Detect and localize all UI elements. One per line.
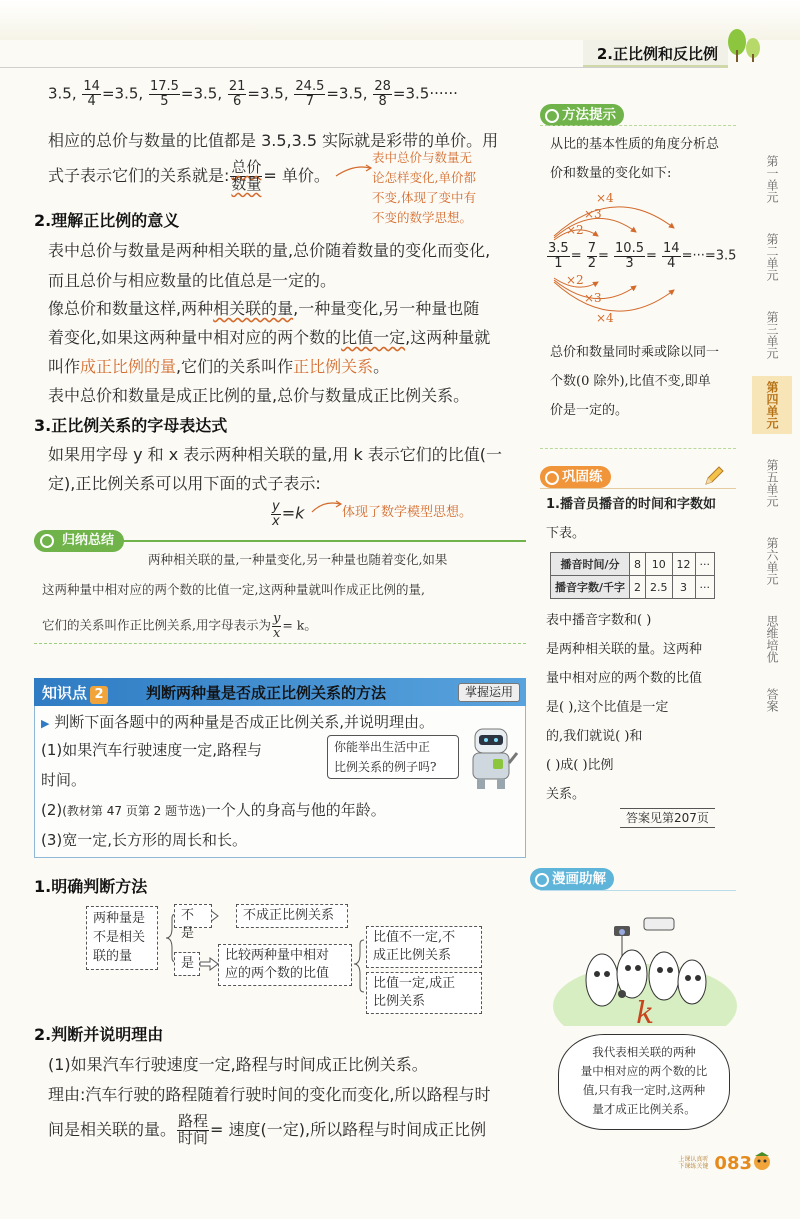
robot-icon	[463, 723, 519, 793]
header-band	[0, 0, 800, 40]
tab-unit-4[interactable]: 第四单元	[752, 376, 792, 434]
chapter-title: 2.正比例和反比例	[583, 40, 728, 68]
model-note-arrow	[310, 494, 344, 518]
footer-motto: 上课认真听 下课练关键	[678, 1156, 709, 1170]
sec2-line-2: 而且总价与相应数量的比值总是一定的。	[48, 271, 337, 290]
sec2-line-6: 表中总价和数量是成正比例的量,总价与数量成正比例关系。	[48, 386, 470, 405]
tab-thinking[interactable]: 思维培优	[765, 615, 779, 663]
comic-letter-k: k	[636, 996, 655, 1031]
tip-body-1: 总价和数量同时乘或除以同一	[550, 345, 720, 360]
practice-rule	[540, 488, 736, 489]
times-4-bottom: ×4	[596, 311, 614, 325]
model-note: 体现了数学模型思想。	[342, 505, 473, 520]
mascot-icon	[752, 1152, 772, 1174]
table-cell: 2.5	[646, 576, 673, 599]
practice-a-5: 的,我们就说( )和	[546, 729, 643, 744]
flow-no-result: 不成正比例关系	[236, 904, 348, 928]
tab-unit-6[interactable]: 第六单元	[765, 537, 779, 585]
times-4-top: ×4	[596, 191, 614, 205]
kp-q3: (3)宽一定,长方形的周长和长。	[41, 831, 248, 849]
ratio-frac-4: $\frac{24.5}{7}$	[295, 79, 325, 109]
section-3-title: 3.正比例关系的字母表达式	[34, 416, 228, 435]
judge-line-2: 理由:汽车行驶的路程随着行驶时间的变化而变化,所以路程与时	[48, 1085, 491, 1104]
ratio-first: 3.5,	[48, 84, 77, 103]
tip-tag: 方法提示	[540, 104, 624, 126]
practice-a-2: 是两种相关联的量。这两种	[546, 642, 703, 657]
practice-a-1: 表中播音字数和( )	[546, 613, 652, 628]
tip-bottom-rule	[540, 448, 736, 449]
flow-result-not-fixed: 比值不一定,不 成正比例关系	[366, 926, 482, 968]
tab-unit-2[interactable]: 第二单元	[765, 233, 779, 281]
kp-tag: 知识点 2	[42, 682, 108, 704]
header-rule	[0, 67, 720, 68]
kp-badge: 掌握运用	[458, 683, 520, 702]
flow-no: 不是	[174, 904, 212, 928]
formula-y-over-x: $\frac{y}{x}$ =k	[272, 499, 305, 529]
tip-body-3: 价是一定的。	[550, 403, 629, 418]
tip-line-2: 价和数量的变化如下:	[550, 166, 672, 181]
ratio-line: 3.5, $\frac{14}{4}$ =3.5, $\frac{17.5}{5}$ =3.5, $\frac{21}{6}$ =3.5, $\frac{24.5}{7}$ =3.5, $\frac{28}{8}$ =3.5······	[48, 79, 458, 109]
flow-result-fixed: 比值一定,成正 比例关系	[366, 972, 482, 1014]
ratio-frac-5: $\frac{28}{8}$	[374, 79, 391, 109]
kp-q2: (2)(教材第 47 页第 2 题节选)一个人的身高与他的年龄。	[41, 801, 386, 819]
kp-q1a: (1)如果汽车行驶速度一定,路程与	[41, 741, 263, 759]
summary-line-3: 它们的关系叫作正比例关系,用字母表示为 $\frac{y}{x}$ = k。	[42, 611, 317, 641]
flow-root: 两种量是 不是相关 联的量	[86, 906, 158, 970]
page-number: 083	[714, 1152, 752, 1174]
table-cell: 10	[646, 553, 673, 576]
practice-tag: 巩固练	[540, 466, 611, 488]
summary-line-2: 这两种量中相对应的两个数的比值一定,这两种量就叫作成正比例的量,	[42, 582, 425, 597]
kp-header	[34, 678, 526, 706]
table-cell: 8	[630, 553, 646, 576]
price-frac: $\frac{\text{总价}}{\text{数量}}$	[231, 158, 262, 193]
intro-note: 表中总价与数量无 论怎样变化,单价都 不变,体现了变中有 不变的数学思想。	[372, 150, 476, 225]
table-cell: ···	[695, 576, 715, 599]
practice-q-2: 下表。	[546, 526, 586, 541]
tab-unit-3[interactable]: 第三单元	[765, 311, 779, 359]
comic-tag: 漫画助解	[530, 868, 614, 890]
kp-prompt: ▶ 判断下面各题中的两种量是否成正比例关系,并说明理由。	[41, 713, 435, 731]
triangle-right-icon: ▶	[41, 717, 50, 730]
tip-line-1: 从比的基本性质的角度分析总	[550, 137, 720, 152]
ratio-frac-1: $\frac{14}{4}$	[83, 79, 100, 109]
section-2-title: 2.理解正比例的意义	[34, 211, 180, 230]
times-3-bottom: ×3	[584, 291, 602, 305]
practice-a-6: ( )成( )比例	[546, 758, 614, 773]
summary-line-1: 两种相关联的量,一种量变化,另一种量也随着变化,如果	[148, 552, 448, 567]
comic-rule	[540, 890, 736, 891]
sec2-line-1: 表中总价与数量是两种相关联的量,总价随着数量的变化而变化,	[48, 241, 491, 260]
table-cell: 3	[672, 576, 695, 599]
summary-box	[34, 533, 526, 644]
intro-line-1: 相应的总价与数量的比值都是 3.5,3.5 实际就是彩带的单价。用	[48, 131, 499, 150]
check-circle-icon	[40, 534, 54, 548]
flow-compare: 比较两种量中相对 应的两个数的比值	[218, 944, 352, 986]
table-cell: ···	[695, 553, 715, 576]
tree-icon	[724, 24, 764, 64]
kp-title: 判断两种量是否成正比例关系的方法	[146, 684, 387, 702]
table-row	[551, 576, 715, 599]
table-cell: 2	[630, 576, 646, 599]
times-2-top: ×2	[566, 223, 584, 237]
sec2-line-4: 着变化,如果这两种量中相对应的两个数的比值一定,这两种量就	[48, 328, 491, 347]
intro-line-2: 式子表示它们的关系就是: $\frac{\text{总价}}{\text{数量}}$ = 单价。	[48, 158, 330, 193]
tab-answers[interactable]: 答案	[765, 688, 779, 712]
judge-title: 2.判断并说明理由	[34, 1025, 164, 1044]
table-row	[551, 553, 715, 576]
answer-reference: 答案见第207页	[620, 808, 715, 828]
ratio-frac-3: $\frac{21}{6}$	[228, 79, 246, 109]
tab-unit-1[interactable]: 第一单元	[765, 155, 779, 203]
comic-speech-bubble: 我代表相关联的两种 量中相对应的两个数的比 值,只有我一定时,这两种 量才成正比例关系。	[558, 1034, 730, 1130]
note-arrow	[334, 162, 374, 186]
practice-a-3: 量中相对应的两个数的比值	[546, 671, 703, 686]
practice-a-4: 是( ),这个比值是一定	[546, 700, 669, 715]
sec2-line-3: 像总价和数量这样,两种相关联的量,一种量变化,另一种量也随	[48, 299, 480, 318]
times-2-bottom: ×2	[566, 273, 584, 287]
table-header-time: 播音时间/分	[551, 553, 630, 576]
judge-line-1: (1)如果汽车行驶速度一定,路程与时间成正比例关系。	[48, 1055, 428, 1074]
flow-yes: 是	[174, 952, 200, 976]
sec3-line-2: 定),正比例关系可以用下面的式子表示:	[48, 474, 321, 493]
table-cell: 12	[672, 553, 695, 576]
kp-q1b: 时间。	[41, 771, 87, 789]
robot-speech-bubble: 你能举出生活中正 比例关系的例子吗?	[327, 735, 459, 779]
practice-a-7: 关系。	[546, 787, 586, 802]
tab-unit-5[interactable]: 第五单元	[765, 459, 779, 507]
pencil-icon	[702, 464, 726, 488]
sec2-line-5: 叫作成正比例的量,它们的关系叫作正比例关系。	[48, 357, 390, 376]
tip-fraction-chain: $\frac{3.5}{1}$ = $\frac{7}{2}$ = $\frac{10.5}{3}$ = $\frac{14}{4}$ =···=3.5	[548, 241, 737, 271]
practice-table	[550, 552, 715, 599]
table-header-words: 播音字数/千字	[551, 576, 630, 599]
tip-body-2: 个数(0 除外),比值不变,即单	[550, 374, 711, 389]
practice-q-1: 1.播音员播音的时间和字数如	[546, 497, 716, 512]
ratio-frac-2: $\frac{17.5}{5}$	[149, 79, 179, 109]
summary-tag: 归纳总结	[34, 530, 124, 552]
times-3-top: ×3	[584, 207, 602, 221]
method-title: 1.明确判断方法	[34, 877, 148, 896]
sec3-line-1: 如果用字母 y 和 x 表示两种相关联的量,用 k 表示它们的比值(一	[48, 445, 503, 464]
tip-rule	[540, 125, 736, 126]
judge-line-3: 间是相关联的量。 $\frac{\text{路程}}{\text{时间}}$ = 速度(一定),所以路程与时间成正比例	[48, 1112, 487, 1147]
knowledge-point-box	[34, 678, 526, 858]
page-footer	[678, 1150, 772, 1176]
